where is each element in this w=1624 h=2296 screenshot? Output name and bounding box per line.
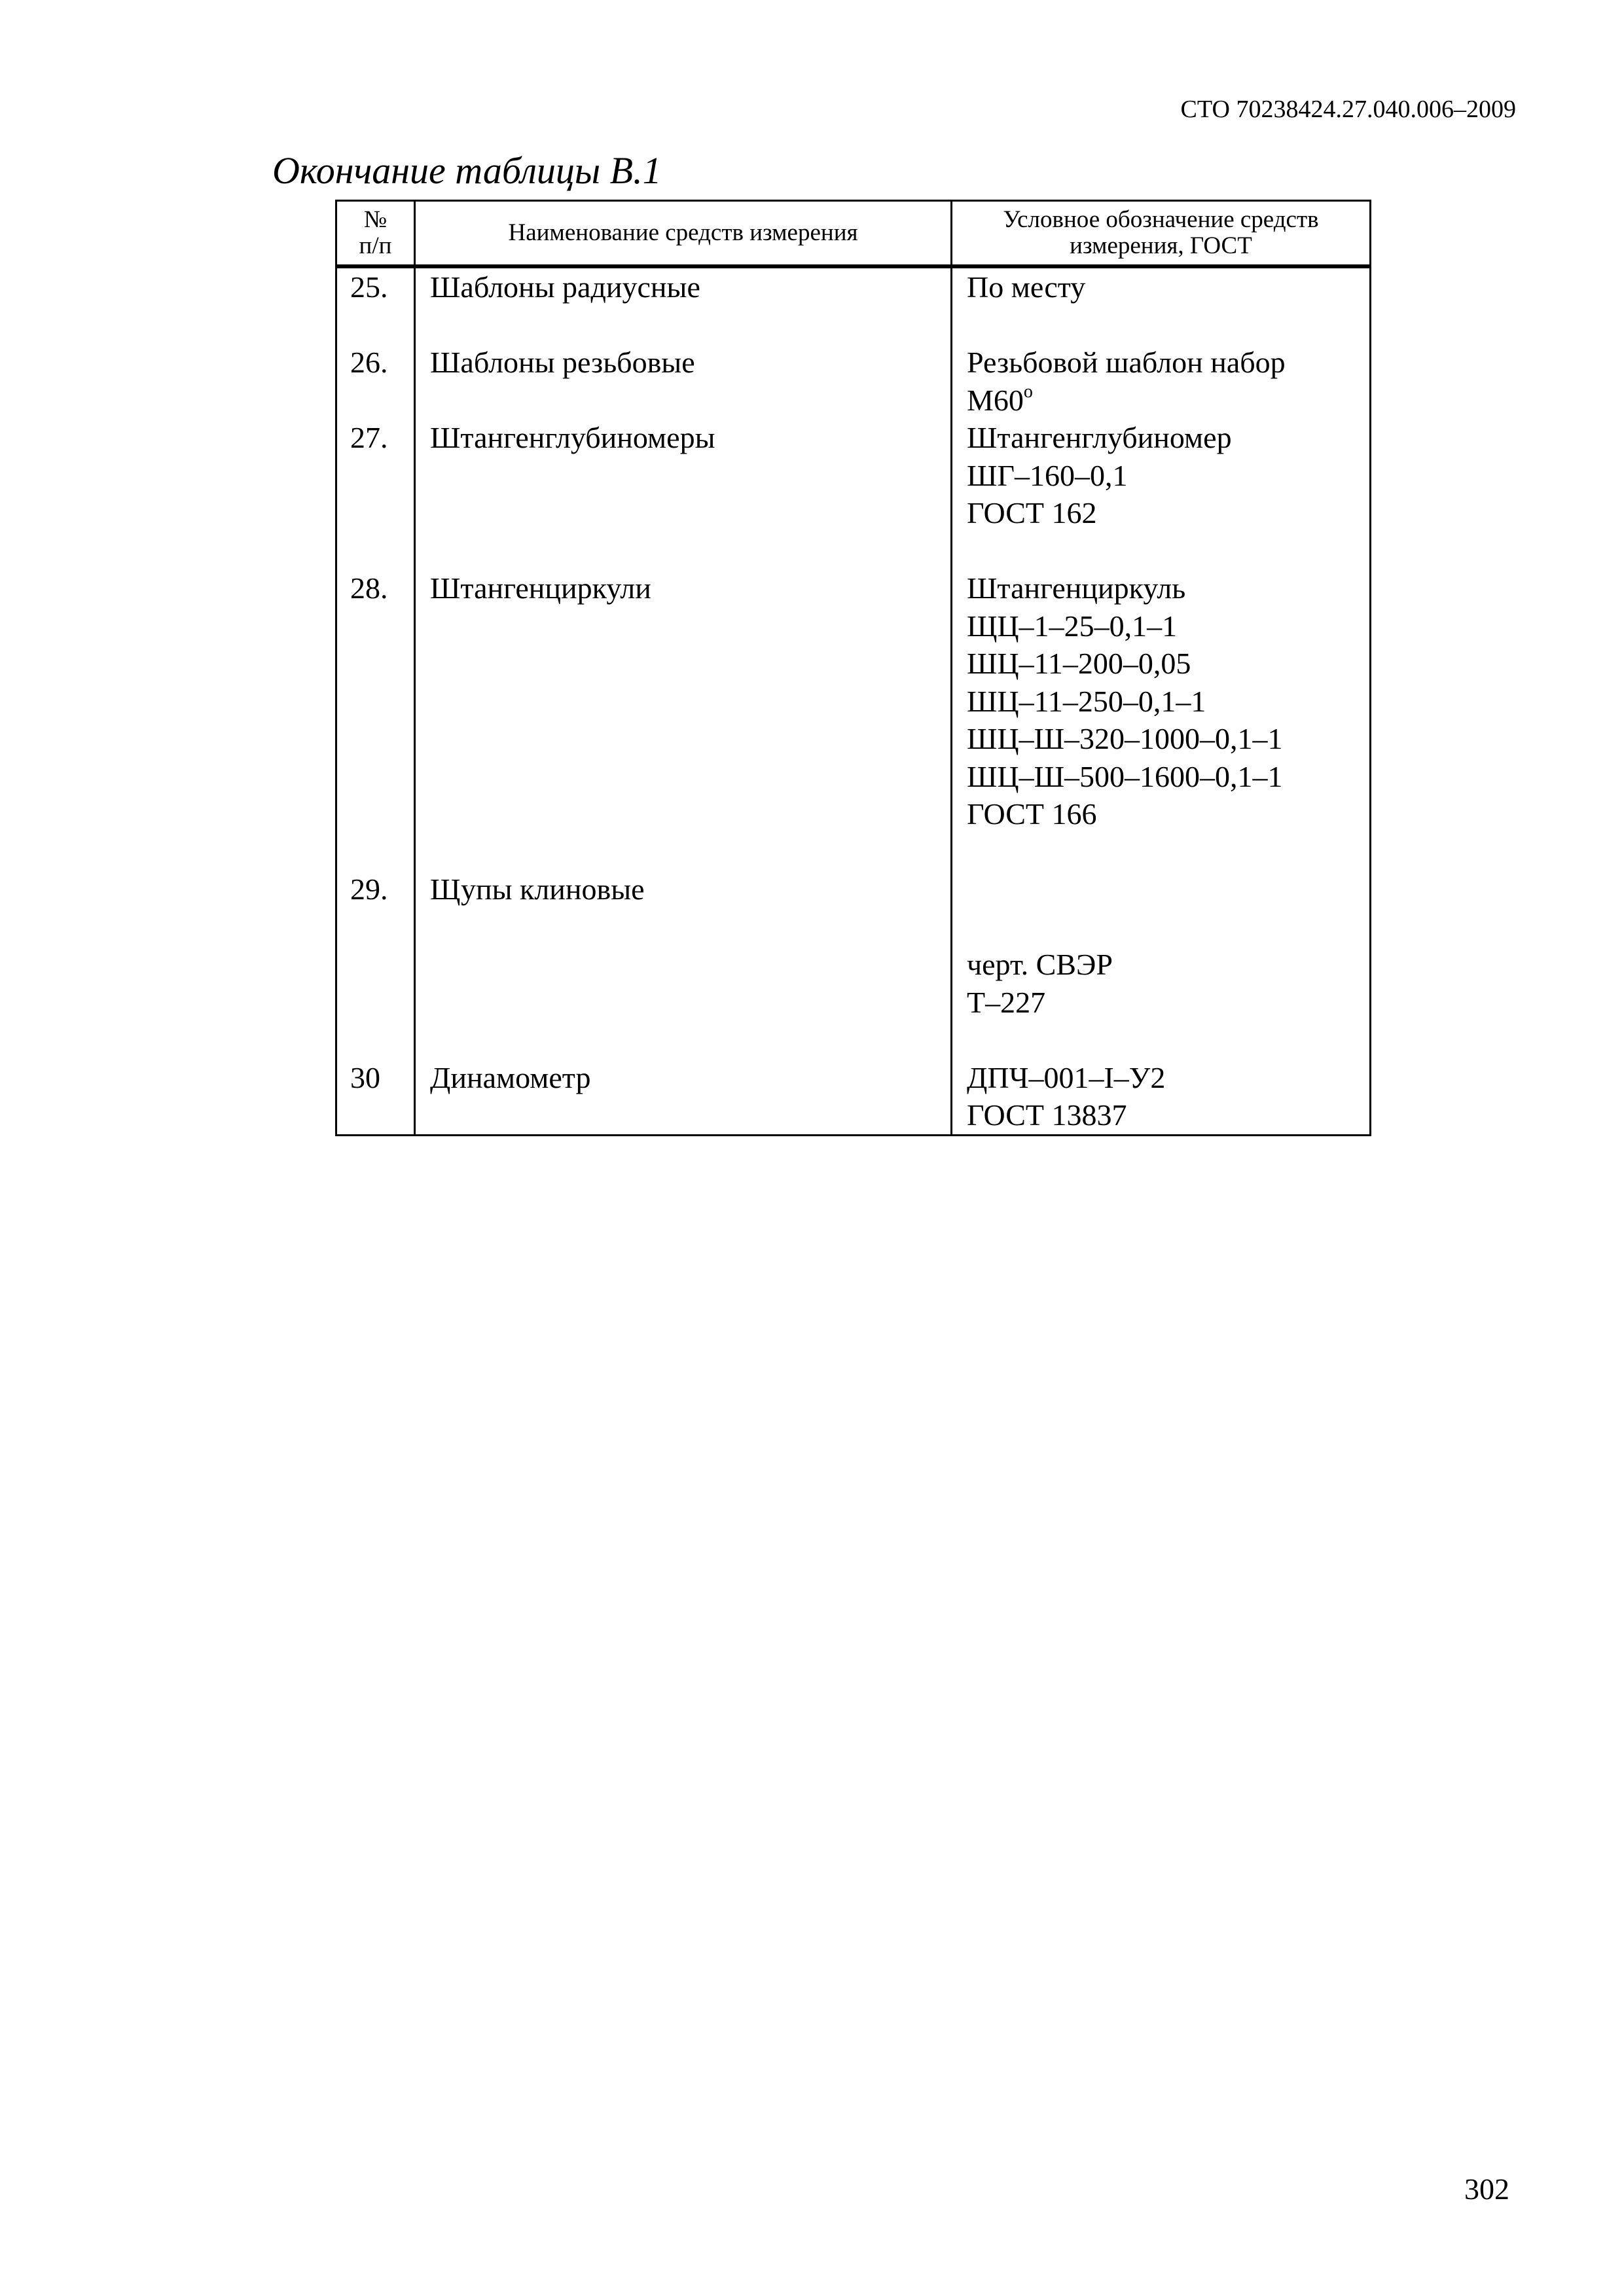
row-name: Штангенглубиномеры <box>415 419 952 569</box>
designation-line: ГОСТ 162 <box>967 496 1097 529</box>
row-number: 25. <box>336 266 415 344</box>
designation-line: Штангенциркуль <box>967 571 1186 605</box>
designation-line <box>967 382 1369 420</box>
row-designation <box>952 266 1371 344</box>
table-row <box>336 419 1371 569</box>
row-name: Шаблоны резьбовые <box>415 344 952 419</box>
designation-line: ШЦ–11–250–0,1–1 <box>967 684 1206 718</box>
row-number: 26. <box>336 344 415 419</box>
designation-line: По месту <box>967 270 1086 304</box>
row-designation <box>952 419 1371 569</box>
designation-line: ДПЧ–001–I–У2 <box>967 1060 1166 1094</box>
designation-line: ЩЦ–1–25–0,1–1 <box>967 609 1178 643</box>
measurement-instruments-table <box>335 200 1371 1136</box>
designation-line: Резьбовой шаблон набор <box>967 346 1286 379</box>
designation-line: черт. СВЭР <box>967 948 1113 981</box>
row-designation <box>952 344 1371 419</box>
row-number: 30 <box>336 1059 415 1136</box>
row-name: Щупы клиновые <box>415 870 952 1059</box>
header-designation-line1: Условное обозначение средств <box>1003 206 1319 233</box>
table-row <box>336 344 1371 419</box>
header-number-line1: № <box>363 206 388 233</box>
degree-superscript: о <box>1023 381 1033 402</box>
row-designation <box>952 569 1371 870</box>
page-number: 302 <box>1464 2172 1509 2206</box>
row-designation <box>952 1059 1371 1136</box>
table-header-row <box>336 201 1371 267</box>
table-row <box>336 870 1371 1059</box>
header-designation <box>952 201 1371 267</box>
row-name: Штангенциркули <box>415 569 952 870</box>
designation-line: ГОСТ 166 <box>967 797 1097 831</box>
table-row <box>336 1059 1371 1136</box>
row-number: 29. <box>336 870 415 1059</box>
designation-line: Т–227 <box>967 985 1046 1019</box>
row-number: 28. <box>336 569 415 870</box>
header-name: Наименование средств измерения <box>415 201 952 267</box>
header-designation-line2: измерения, ГОСТ <box>1070 232 1252 259</box>
table-row <box>336 266 1371 344</box>
row-number: 27. <box>336 419 415 569</box>
table-caption: Окончание таблицы В.1 <box>272 149 662 192</box>
designation-line: ШЦ–Ш–500–1600–0,1–1 <box>967 759 1283 793</box>
row-name: Динамометр <box>415 1059 952 1136</box>
designation-line: ШГ–160–0,1 <box>967 458 1128 492</box>
designation-line: ГОСТ 13837 <box>967 1098 1127 1132</box>
row-name: Шаблоны радиусные <box>415 266 952 344</box>
document-code: СТО 70238424.27.040.006–2009 <box>1180 96 1516 123</box>
row-designation <box>952 870 1371 1059</box>
designation-m60: М60 <box>967 383 1024 417</box>
header-number <box>336 201 415 267</box>
designation-line: Штангенглубиномер <box>967 421 1232 454</box>
designation-line: ШЦ–Ш–320–1000–0,1–1 <box>967 722 1283 755</box>
designation-line: ШЦ–11–200–0,05 <box>967 647 1191 680</box>
header-number-line2: п/п <box>359 232 392 259</box>
table-row <box>336 569 1371 870</box>
